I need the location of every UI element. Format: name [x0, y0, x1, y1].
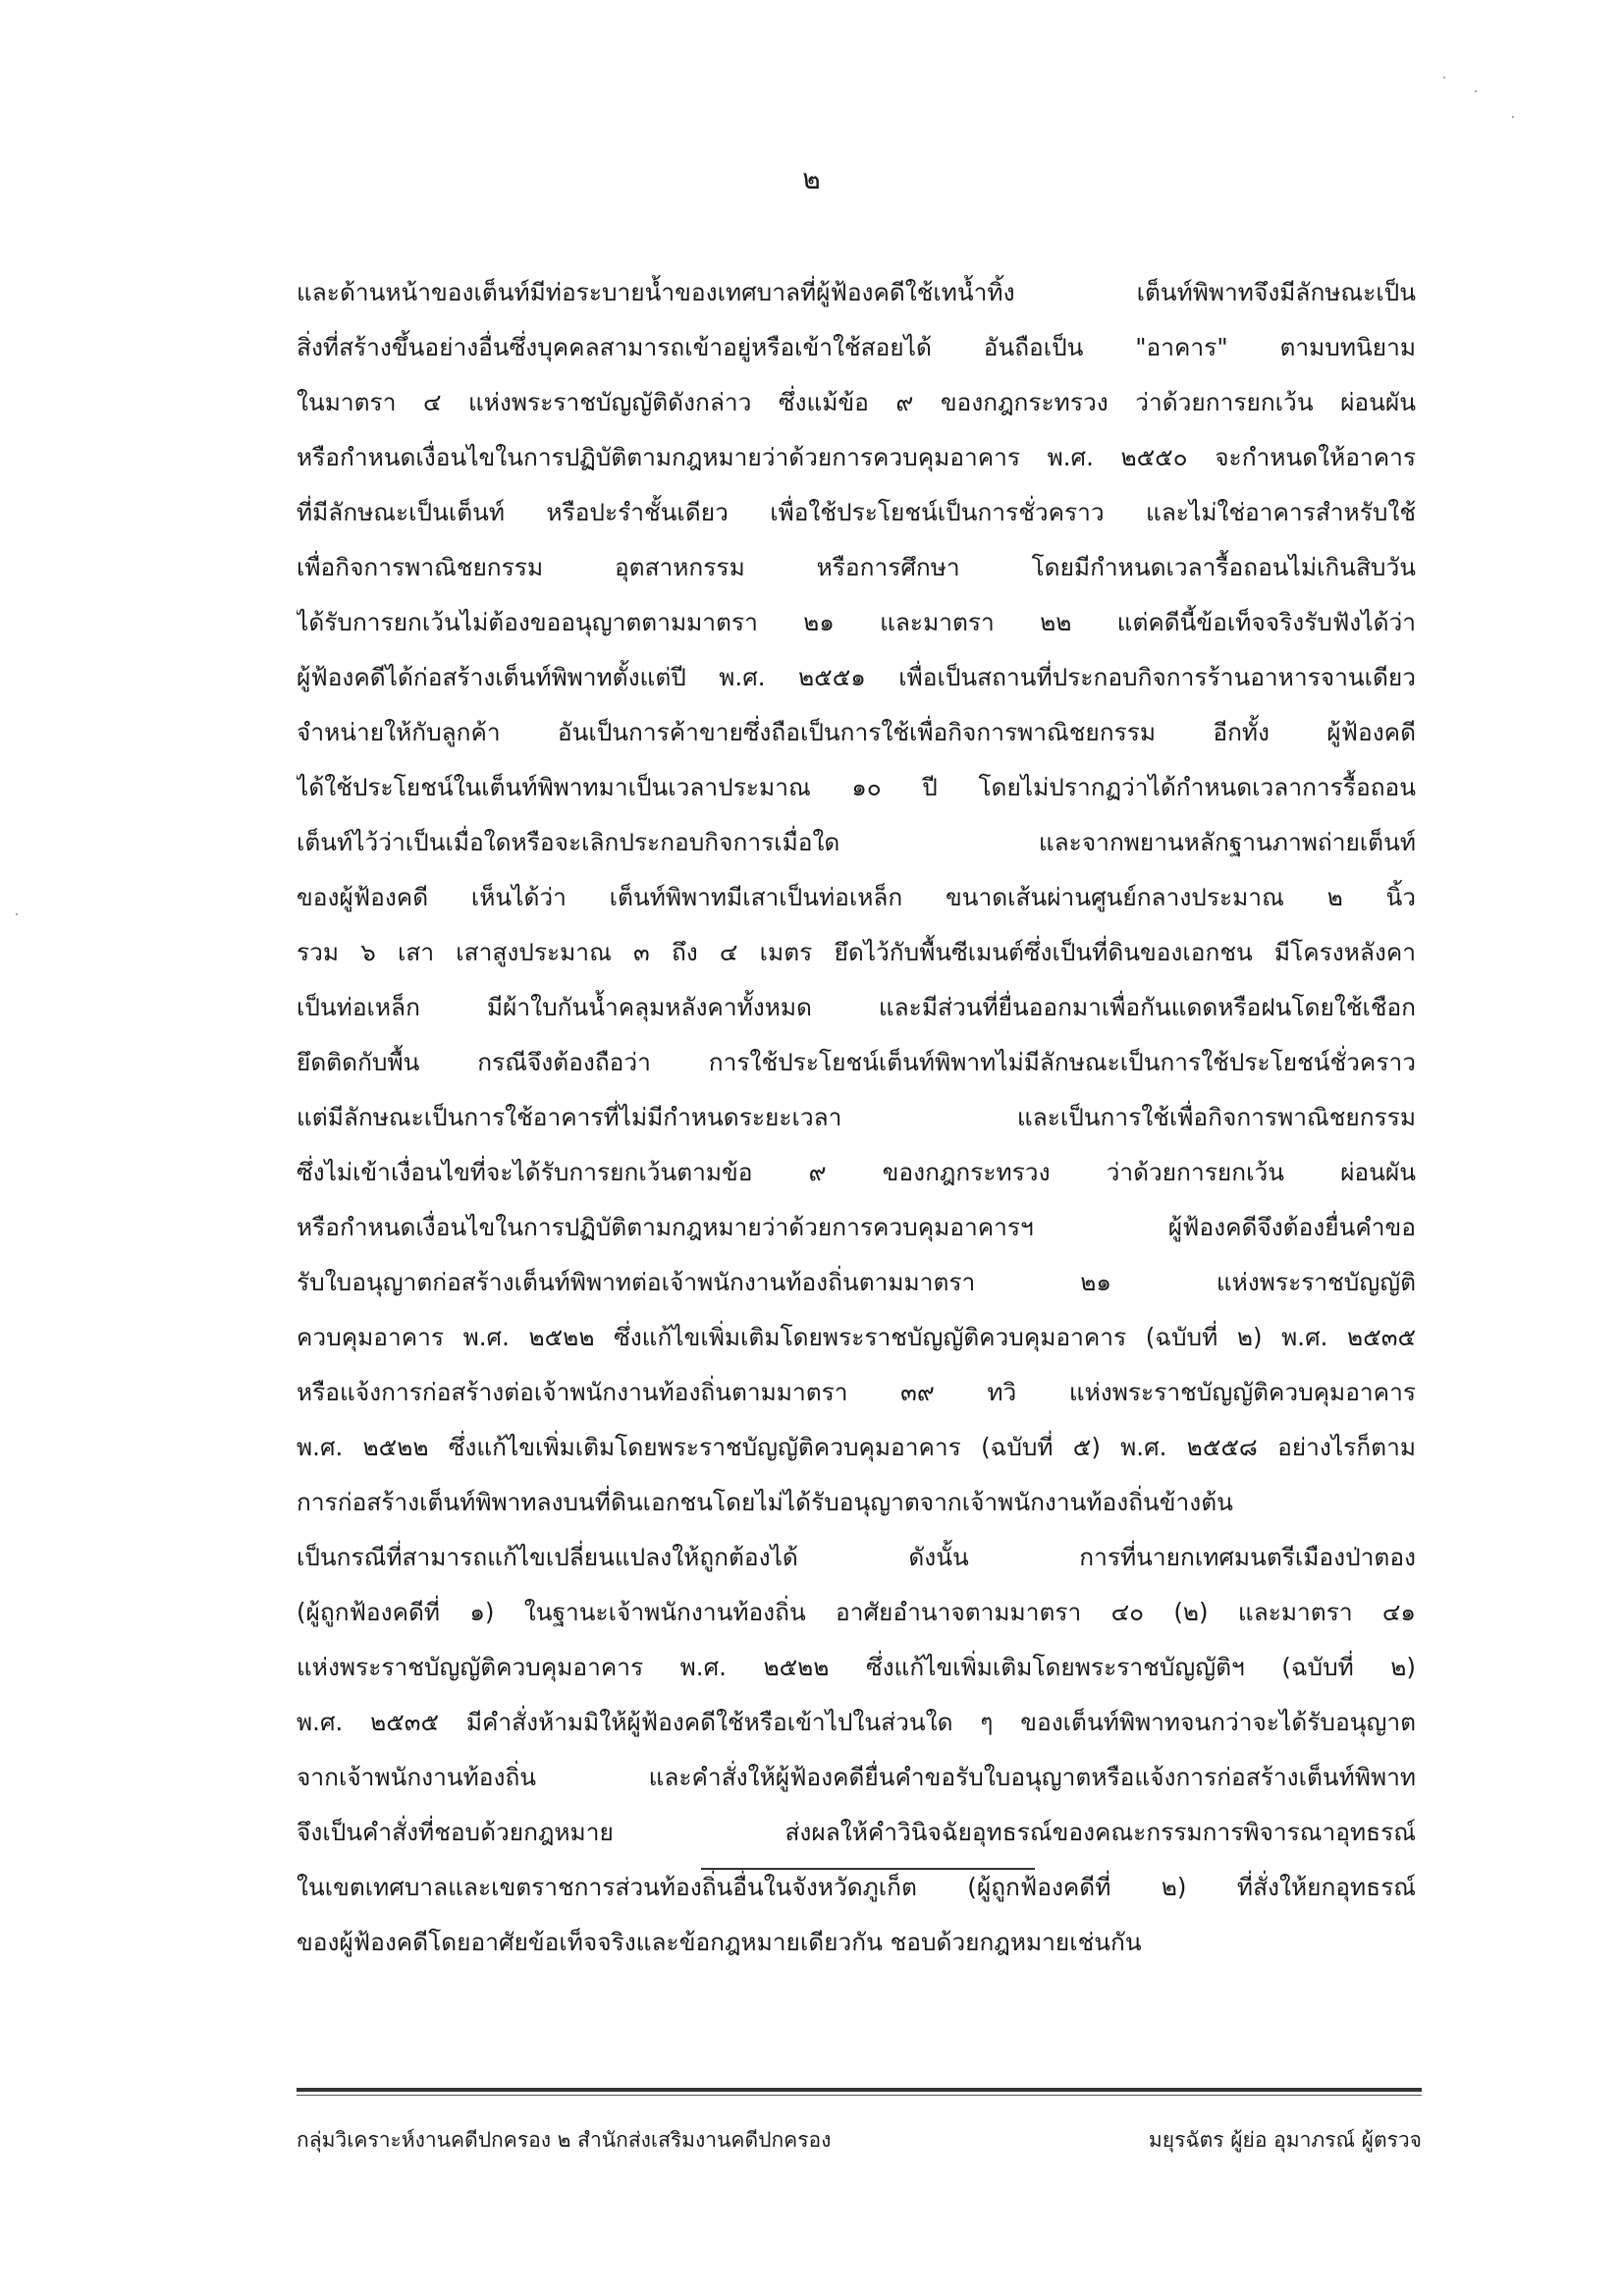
paragraph-line: รับใบอนุญาตก่อสร้างเต็นท์พิพาทต่อเจ้าพนักงานท้องถิ่นตามมาตรา ๒๑ แห่งพระราชบัญญัติ — [297, 1268, 1416, 1296]
page-number: ๒ — [802, 163, 821, 195]
scan-speck — [1512, 116, 1514, 118]
paragraph-line: ควบคุมอาคาร พ.ศ. ๒๕๒๒ ซึ่งแก้ไขเพิ่มเติมโดยพระราชบัญญัติควบคุมอาคาร (ฉบับที่ ๒) พ.ศ. ๒๕๓๕ — [297, 1323, 1416, 1351]
paragraph-line: ผู้ฟ้องคดีได้ก่อสร้างเต็นท์พิพาทตั้งแต่ปี พ.ศ. ๒๕๕๑ เพื่อเป็นสถานที่ประกอบกิจการร้านอาหารจานเดียว — [297, 663, 1416, 691]
paragraph-line: หรือกำหนดเงื่อนไขในการปฏิบัติตามกฎหมายว่าด้วยการควบคุมอาคารฯ ผู้ฟ้องคดีจึงต้องยื่นคำขอ — [297, 1213, 1416, 1241]
scan-speck — [1443, 77, 1445, 79]
paragraph-line: ยึดติดกับพื้น กรณีจึงต้องถือว่า การใช้ประโยชน์เต็นท์พิพาทไม่มีลักษณะเป็นการใช้ประโยชน์ชั่วคราว — [297, 1048, 1416, 1076]
paragraph-line: ในเขตเทศบาลและเขตราชการส่วนท้องถิ่นอื่นในจังหวัดภูเก็ต (ผู้ถูกฟ้องคดีที่ ๒) ที่สั่งให้ยกอุทธรณ์ — [297, 1873, 1416, 1901]
paragraph-line: (ผู้ถูกฟ้องคดีที่ ๑) ในฐานะเจ้าพนักงานท้องถิ่น อาศัยอำนาจตามมาตรา ๔๐ (๒) และมาตรา ๔๑ — [297, 1598, 1416, 1626]
paragraph-line: พ.ศ. ๒๕๒๒ ซึ่งแก้ไขเพิ่มเติมโดยพระราชบัญญัติควบคุมอาคาร (ฉบับที่ ๕) พ.ศ. ๒๕๕๘ อย่างไรก็ตาม — [297, 1433, 1416, 1461]
scan-speck — [1475, 90, 1477, 92]
paragraph-line: ในมาตรา ๔ แห่งพระราชบัญญัติดังกล่าว ซึ่งแม้ข้อ ๙ ของกฎกระทรวง ว่าด้วยการยกเว้น ผ่อนผัน — [297, 388, 1416, 416]
paragraph-line: จึงเป็นคำสั่งที่ชอบด้วยกฎหมาย ส่งผลให้คำวินิจฉัยอุทธรณ์ของคณะกรรมการพิจารณาอุทธรณ์ — [297, 1818, 1416, 1846]
paragraph-line: การก่อสร้างเต็นท์พิพาทลงบนที่ดินเอกชนโดยไม่ได้รับอนุญาตจากเจ้าพนักงานท้องถิ่นข้างต้น — [297, 1488, 1233, 1516]
body-paragraph — [297, 265, 1416, 1970]
paragraph-line: เป็นกรณีที่สามารถแก้ไขเปลี่ยนแปลงให้ถูกต้องได้ ดังนั้น การที่นายกเทศมนตรีเมืองป่าตอง — [297, 1543, 1416, 1571]
end-of-text-rule — [701, 1868, 1035, 1870]
paragraph-line: ได้รับการยกเว้นไม่ต้องขออนุญาตตามมาตรา ๒๑ และมาตรา ๒๒ แต่คดีนี้ข้อเท็จจริงรับฟังได้ว่า — [297, 608, 1416, 636]
paragraph-line: เต็นท์ไว้ว่าเป็นเมื่อใดหรือจะเลิกประกอบกิจการเมื่อใด และจากพยานหลักฐานภาพถ่ายเต็นท์ — [297, 828, 1416, 856]
paragraph-line: หรือกำหนดเงื่อนไขในการปฏิบัติตามกฎหมายว่าด้วยการควบคุมอาคาร พ.ศ. ๒๕๕๐ จะกำหนดให้อาคาร — [297, 443, 1416, 471]
footer-credits: มยุรฉัตร ผู้ย่อ อุมาภรณ์ ผู้ตรวจ — [1148, 2128, 1422, 2152]
paragraph-line: แต่มีลักษณะเป็นการใช้อาคารที่ไม่มีกำหนดระยะเวลา และเป็นการใช้เพื่อกิจการพาณิชยกรรม — [297, 1103, 1416, 1131]
paragraph-line: หรือแจ้งการก่อสร้างต่อเจ้าพนักงานท้องถิ่นตามมาตรา ๓๙ ทวิ แห่งพระราชบัญญัติควบคุมอาคาร — [297, 1378, 1416, 1406]
paragraph-line: จำหน่ายให้กับลูกค้า อันเป็นการค้าขายซึ่งถือเป็นการใช้เพื่อกิจการพาณิชยกรรม อีกทั้ง ผู้ฟ้องคดี — [297, 718, 1416, 746]
paragraph-line: แห่งพระราชบัญญัติควบคุมอาคาร พ.ศ. ๒๕๒๒ ซึ่งแก้ไขเพิ่มเติมโดยพระราชบัญญัติฯ (ฉบับที่ ๒) — [297, 1653, 1416, 1681]
paragraph-line: ได้ใช้ประโยชน์ในเต็นท์พิพาทมาเป็นเวลาประมาณ ๑๐ ปี โดยไม่ปรากฏว่าได้กำหนดเวลาการรื้อถอน — [297, 773, 1416, 801]
paragraph-line: เพื่อกิจการพาณิชยกรรม อุตสาหกรรม หรือการศึกษา โดยมีกำหนดเวลารื้อถอนไม่เกินสิบวัน — [297, 553, 1416, 581]
footer-rule-thin — [297, 2095, 1422, 2096]
footer-office: กลุ่มวิเคราะห์งานคดีปกครอง ๒ สำนักส่งเสริมงานคดีปกครอง — [297, 2128, 832, 2152]
scan-speck — [16, 913, 18, 915]
paragraph-line: เป็นท่อเหล็ก มีผ้าใบกันน้ำคลุมหลังคาทั้งหมด และมีส่วนที่ยื่นออกมาเพื่อกันแดดหรือฝนโดยใช้เชือก — [297, 993, 1416, 1021]
footer-rule-thick — [297, 2088, 1422, 2092]
paragraph-line: จากเจ้าพนักงานท้องถิ่น และคำสั่งให้ผู้ฟ้องคดียื่นคำขอรับใบอนุญาตหรือแจ้งการก่อสร้างเต็นท์พิพาท — [297, 1763, 1416, 1791]
paragraph-line: ที่มีลักษณะเป็นเต็นท์ หรือปะรำชั้นเดียว เพื่อใช้ประโยชน์เป็นการชั่วคราว และไม่ใช่อาคารสำหรับใช้ — [297, 498, 1416, 526]
paragraph-line: ของผู้ฟ้องคดีโดยอาศัยข้อเท็จจริงและข้อกฎหมายเดียวกัน ชอบด้วยกฎหมายเช่นกัน — [297, 1928, 1142, 1956]
paragraph-line: ซึ่งไม่เข้าเงื่อนไขที่จะได้รับการยกเว้นตามข้อ ๙ ของกฎกระทรวง ว่าด้วยการยกเว้น ผ่อนผัน — [297, 1158, 1416, 1186]
paragraph-line: ของผู้ฟ้องคดี เห็นได้ว่า เต็นท์พิพาทมีเสาเป็นท่อเหล็ก ขนาดเส้นผ่านศูนย์กลางประมาณ ๒ นิ้ว — [297, 883, 1416, 911]
paragraph-line: สิ่งที่สร้างขึ้นอย่างอื่นซึ่งบุคคลสามารถเข้าอยู่หรือเข้าใช้สอยได้ อันถือเป็น "อาคาร" ตามบทนิยาม — [297, 333, 1416, 361]
footer — [297, 2123, 1422, 2157]
paragraph-line: พ.ศ. ๒๕๓๕ มีคำสั่งห้ามมิให้ผู้ฟ้องคดีใช้หรือเข้าไปในส่วนใด ๆ ของเต็นท์พิพาทจนกว่าจะได้รับอนุญาต — [297, 1708, 1416, 1736]
paragraph-line: และด้านหน้าของเต็นท์มีท่อระบายน้ำของเทศบาลที่ผู้ฟ้องคดีใช้เทน้ำทิ้ง เต็นท์พิพาทจึงมีลักษณะเป็น — [297, 278, 1416, 306]
paragraph-line: รวม ๖ เสา เสาสูงประมาณ ๓ ถึง ๔ เมตร ยึดไว้กับพื้นซีเมนต์ซึ่งเป็นที่ดินของเอกชน มีโครงหลังคา — [297, 938, 1416, 966]
